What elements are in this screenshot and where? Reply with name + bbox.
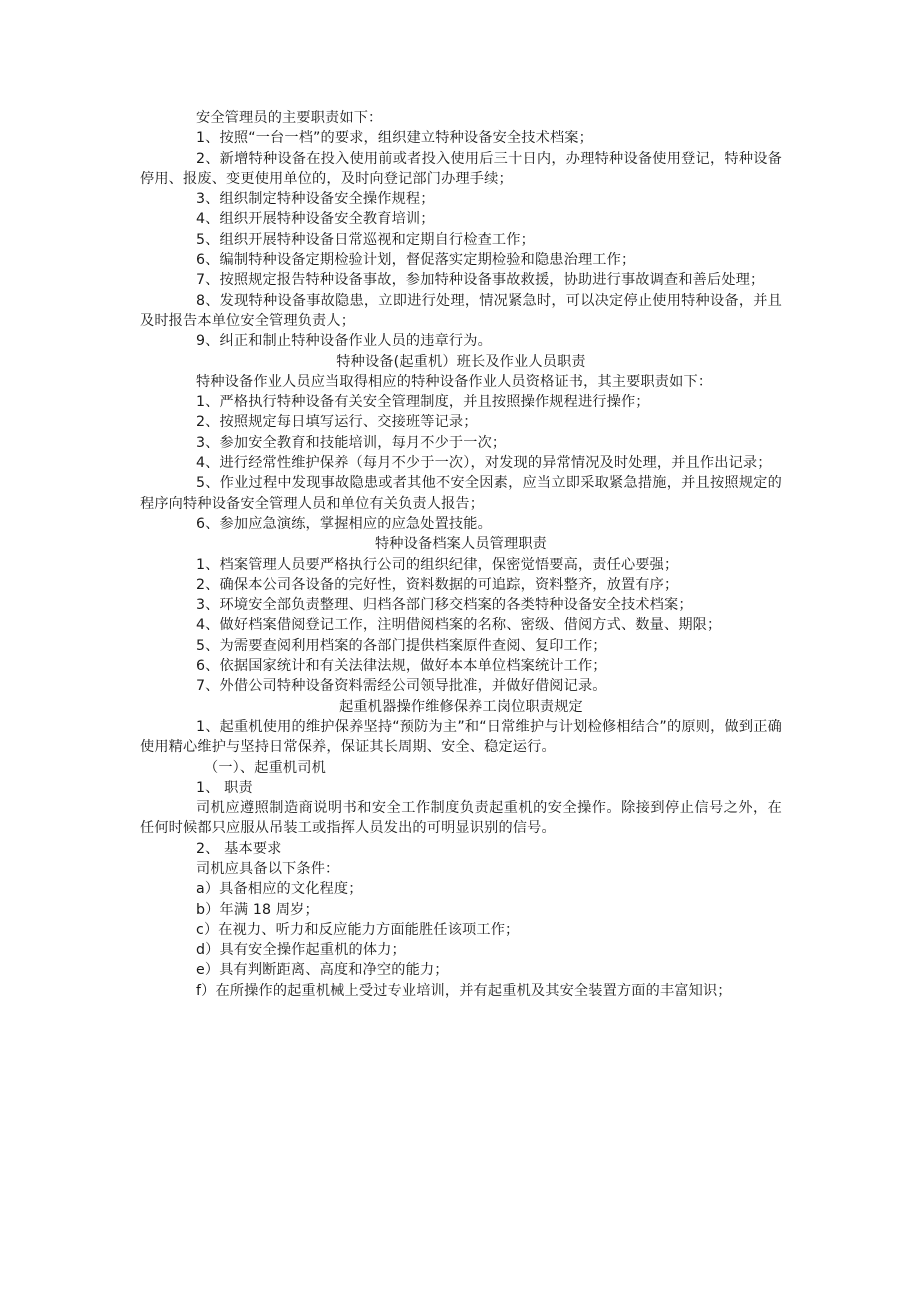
section4-para1: 1、起重机使用的维护保养坚持“预防为主”和“日常维护与计划检修相结合”的原则，做到正确使用精心维护与坚持日常保养，保证其长周期、安全、稳定运行。 [140,718,782,756]
section1-item-8: 8、发现特种设备事故隐患，立即进行处理，情况紧急时，可以决定停止使用特种设备，并且及时报告本单位安全管理负责人； [140,292,782,329]
section1-intro: 安全管理员的主要职责如下： [196,110,383,126]
section4-duty-title: 1、 职责 [196,779,253,796]
section1-item-9: 9、纠正和制止特种设备作业人员的违章行为。 [196,333,492,350]
section4-req-item-e: e）具有判断距离、高度和净空的能力； [196,962,449,979]
section1-item-4: 4、组织开展特种设备安全教育培训； [196,211,435,228]
section4-req-item-d: d）具有安全操作起重机的体力； [196,942,406,959]
section4-sub-title: （一）、起重机司机 [204,759,326,776]
section2-item-3: 3、参加安全教育和技能培训，每月不少于一次； [196,434,507,451]
section4-req-item-c: c）在视力、听力和反应能力方面能胜任该项工作； [196,921,520,938]
section2-heading: 特种设备(起重机）班长及作业人员职责 [336,353,586,370]
section1-item-6: 6、编制特种设备定期检验计划，督促落实定期检验和隐患治理工作； [196,252,636,269]
section1-item-1: 1、按照“一台一档”的要求，组织建立特种设备安全技术档案； [196,130,593,147]
section3-item-1: 1、档案管理人员要严格执行公司的组织纪律，保密觉悟要高，责任心要强； [196,556,679,573]
section1-item-5: 5、组织开展特种设备日常巡视和定期自行检查工作； [196,231,535,248]
section1-item-2: 2、新增特种设备在投入使用前或者投入使用后三十日内，办理特种设备使用登记，特种设备停用、报废、变更使用单位的，及时向登记部门办理手续； [140,150,782,187]
section4-heading: 起重机器操作维修保养工岗位职责规定 [339,698,583,715]
section2-item-1: 1、严格执行特种设备有关安全管理制度，并且按照操作规程进行操作； [196,394,650,411]
section1-item-7: 7、按照规定报告特种设备事故，参加特种设备事故救援，协助进行事故调查和善后处理； [196,272,765,289]
section3-item-4: 4、做好档案借阅登记工作，注明借阅档案的名称、密级、借阅方式、数量、期限； [196,617,722,634]
section4-req-item-f: f）在所操作的起重机械上受过专业培训，并有起重机及其安全装置方面的丰富知识； [196,982,732,999]
section3-item-7: 7、外借公司特种设备资料需经公司领导批准，并做好借阅记录。 [196,678,607,695]
section3-item-6: 6、依据国家统计和有关法律法规，做好本本单位档案统计工作； [196,658,607,675]
section3-item-3: 3、环境安全部负责整理、归档各部门移交档案的各类特种设备安全技术档案； [196,597,693,614]
section2-item-6: 6、参加应急演练，掌握相应的应急处置技能。 [196,515,492,532]
section3-item-2: 2、确保本公司各设备的完好性，资料数据的可追踪，资料整齐，放置有序； [196,576,679,593]
section3-item-5: 5、为需要查阅利用档案的各部门提供档案原件查阅、复印工作； [196,637,607,654]
section4-req-item-b: b）年满 18 周岁； [196,901,319,918]
section2-intro: 特种设备作业人员应当取得相应的特种设备作业人员资格证书，其主要职责如下： [196,373,713,390]
document-page [140,108,782,1001]
section3-heading: 特种设备档案人员管理职责 [374,536,548,553]
section4-req-item-a: a）具备相应的文化程度； [196,881,363,898]
section1-item-3: 3、组织制定特种设备安全操作规程； [196,191,435,208]
section2-item-2: 2、按照规定每日填写运行、交接班等记录； [196,414,478,431]
section4-duty-text: 司机应遵照制造商说明书和安全工作制度负责起重机的安全操作。除接到停止信号之外，在任何时候都只应服从吊装工或指挥人员发出的可明显识别的信号。 [140,800,782,837]
section4-req-title: 2、 基本要求 [196,840,282,857]
section4-req-intro: 司机应具备以下条件： [196,860,340,877]
section2-item-4: 4、进行经常性维护保养（每月不少于一次），对发现的异常情况及时处理，并且作出记录； [196,455,772,472]
section2-item-5: 5、作业过程中发现事故隐患或者其他不安全因素，应当立即采取紧急措施，并且按照规定的程序向特种设备安全管理人员和单位有关负责人报告； [140,475,782,512]
